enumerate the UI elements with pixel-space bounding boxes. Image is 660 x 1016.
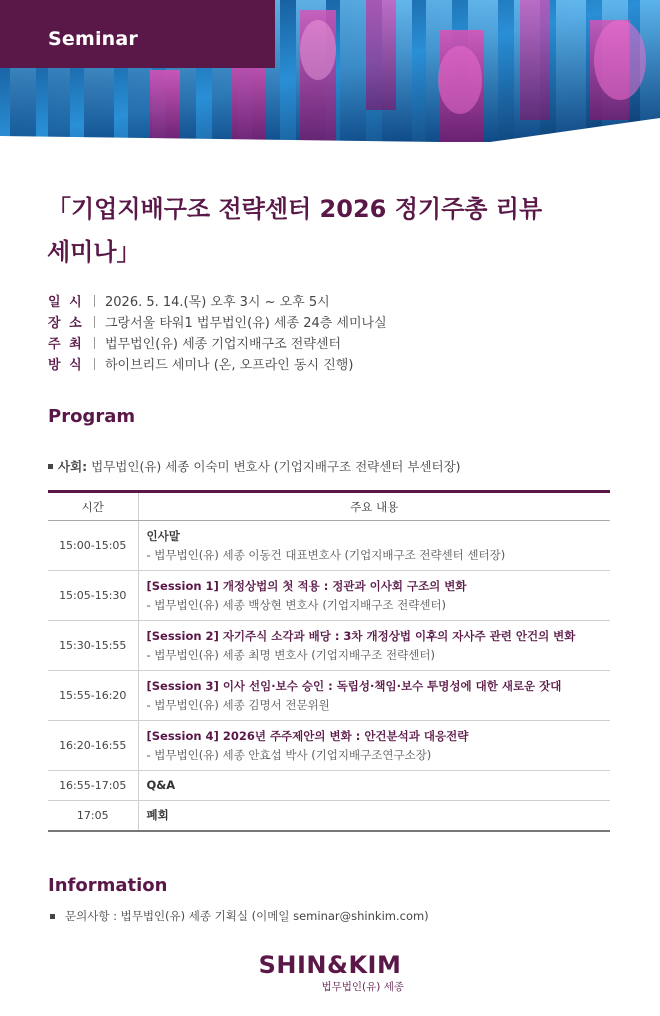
- moderator: [48, 457, 461, 475]
- session-time: 15:00-15:05: [48, 521, 138, 571]
- table-row: [48, 571, 610, 621]
- info-value: 그랑서울 타워1 법무법인(유) 세종 24층 세미나실: [105, 316, 387, 331]
- session-content: [138, 671, 610, 721]
- session-speaker: - 법무법인(유) 세종 김명서 전문위원: [146, 697, 330, 712]
- information-heading: Information: [48, 875, 168, 896]
- info-row-format: [48, 353, 387, 374]
- shin-kim-logo: [254, 950, 406, 994]
- info-label: 장 소: [48, 316, 84, 331]
- session-title: 인사말: [146, 528, 180, 543]
- seminar-title: 「기업지배구조 전략센터 2026 정기주총 리뷰 세미나」: [47, 195, 543, 266]
- program-table: [48, 490, 610, 832]
- bullet-square-icon: [48, 464, 53, 469]
- program-heading: Program: [48, 406, 136, 427]
- column-header-content: 주요 내용: [138, 492, 610, 521]
- session-title: Q&A: [146, 778, 176, 792]
- seminar-banner: [0, 0, 660, 142]
- session-title: [Session 4] 2026년 주주제안의 변화 : 안건분석과 대응전략: [146, 728, 469, 743]
- divider: [94, 358, 95, 370]
- session-time: 15:05-15:30: [48, 571, 138, 621]
- bullet-square-icon: [50, 914, 55, 919]
- divider: [94, 316, 95, 328]
- session-title: [Session 2] 자기주식 소각과 배당 : 3차 개정상법 이후의 자사주 관련 안건의 변화: [146, 628, 576, 643]
- divider: [94, 295, 95, 307]
- info-label: 방 식: [48, 358, 84, 373]
- table-row: [48, 801, 610, 831]
- banner-title: Seminar: [48, 28, 138, 50]
- session-content: [138, 521, 610, 571]
- info-row-date: [48, 290, 387, 311]
- info-value: 2026. 5. 14.(목) 오후 3시 ~ 오후 5시: [105, 295, 330, 310]
- session-title: [Session 1] 개정상법의 첫 적용 : 정관과 이사회 구조의 변화: [146, 578, 467, 593]
- table-header-row: [48, 492, 610, 521]
- session-content: [138, 621, 610, 671]
- session-speaker: - 법무법인(유) 세종 이동건 대표변호사 (기업지배구조 전략센터 센터장): [146, 547, 506, 562]
- info-value: 하이브리드 세미나 (온, 오프라인 동시 진행): [105, 358, 354, 373]
- contact-line: [50, 908, 429, 924]
- info-label: 일 시: [48, 295, 84, 310]
- session-content: [138, 721, 610, 771]
- session-time: 15:30-15:55: [48, 621, 138, 671]
- logo-wordmark: SHIN&KIM: [258, 951, 402, 979]
- session-time: 17:05: [48, 801, 138, 831]
- session-title: [Session 3] 이사 선임·보수 승인 : 독립성·책임·보수 투명성에 대한 새로운 잣대: [146, 678, 562, 693]
- table-row: [48, 521, 610, 571]
- session-time: 15:55-16:20: [48, 671, 138, 721]
- info-value: 법무법인(유) 세종 기업지배구조 전략센터: [105, 337, 342, 352]
- event-info: [48, 290, 387, 374]
- info-row-host: [48, 332, 387, 353]
- session-title: 폐회: [146, 807, 169, 822]
- logo-subtitle: 법무법인(유) 세종: [321, 981, 404, 993]
- moderator-label: 사회:: [58, 459, 88, 474]
- table-row: [48, 621, 610, 671]
- banner-tab: [0, 0, 275, 68]
- session-time: 16:55-17:05: [48, 771, 138, 801]
- table-row: [48, 721, 610, 771]
- info-row-venue: [48, 311, 387, 332]
- session-content: [138, 571, 610, 621]
- moderator-value: 법무법인(유) 세종 이숙미 변호사 (기업지배구조 전략센터 부센터장): [91, 459, 461, 474]
- session-time: 16:20-16:55: [48, 721, 138, 771]
- session-speaker: - 법무법인(유) 세종 안효섭 박사 (기업지배구조연구소장): [146, 747, 432, 762]
- contact-text: 문의사항 : 법무법인(유) 세종 기획실 (이메일 seminar@shinkim.com): [65, 909, 429, 923]
- session-speaker: - 법무법인(유) 세종 최명 변호사 (기업지배구조 전략센터): [146, 647, 435, 662]
- info-label: 주 최: [48, 337, 84, 352]
- divider: [94, 337, 95, 349]
- session-speaker: - 법무법인(유) 세종 백상현 변호사 (기업지배구조 전략센터): [146, 597, 447, 612]
- column-header-time: 시간: [48, 492, 138, 521]
- session-content: [138, 801, 610, 831]
- session-content: [138, 771, 610, 801]
- table-row: [48, 771, 610, 801]
- table-row: [48, 671, 610, 721]
